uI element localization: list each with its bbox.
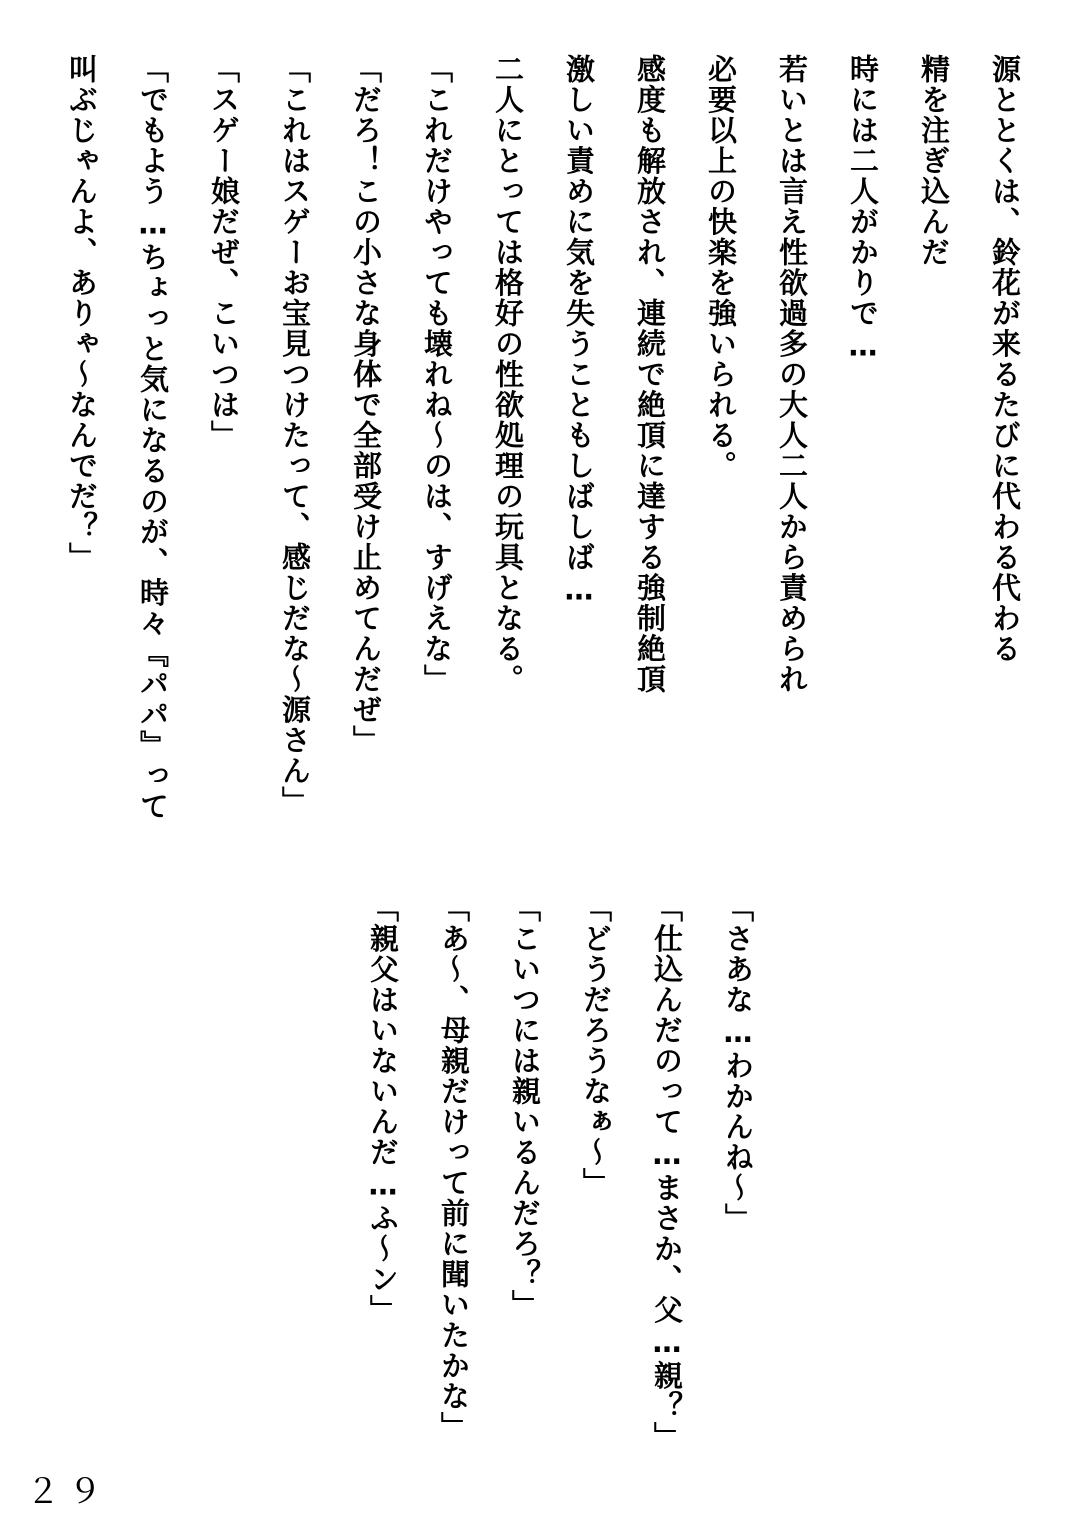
dialogue-line: 「あ～、母親だけって前に聞いたかな」 — [437, 893, 471, 1442]
dialogue-line: 「こいつには親いるんだろ？」 — [508, 893, 542, 1320]
dialogue-line: 「これだけやっても壊れね～のは、すげえな」 — [420, 54, 454, 695]
dialogue-line: 「親父はいないんだ…ふ～ン」 — [366, 893, 400, 1325]
dialogue-block — [347, 893, 773, 1452]
text-line: 激しい責めに気を失うこともしばしば… — [562, 54, 596, 608]
dialogue-line: 「どうだろうなぁ～」 — [579, 893, 613, 1198]
dialogue-line: 「でもよう…ちょっと気になるのが、時々『パパ』って — [136, 54, 170, 822]
dialogue-line: 「スゲー娘だぜ、こいつは」 — [207, 54, 241, 451]
text-line: 必要以上の快楽を強いられる。 — [704, 54, 738, 481]
text-line: 精を注ぎ込んだ — [917, 54, 951, 268]
narration-block — [46, 54, 1040, 822]
text-line: 源ととくは、鈴花が来るたびに代わる代わる — [988, 54, 1022, 664]
page-number: ２９ — [26, 1472, 110, 1512]
dialogue-line: 「仕込んだのって…まさか、父…親？」 — [650, 893, 684, 1452]
dialogue-line: 「だろ！この小さな身体で全部受け止めてんだぜ」 — [349, 54, 383, 756]
text-line: 時には二人がかりで… — [846, 54, 880, 364]
dialogue-line: 「さあな…わかんね～」 — [721, 893, 755, 1234]
text-line: 若いとは言え性欲過多の大人二人から責められ — [775, 54, 809, 695]
text-line: 二人にとっては格好の性欲処理の玩具となる。 — [491, 54, 525, 695]
dialogue-line: 叫ぶじゃんよ、ありゃ～なんでだ？」 — [65, 54, 99, 573]
dialogue-line: 「これはスゲーお宝見つけたって、感じだな～源さん」 — [278, 54, 312, 817]
text-line: 感度も解放され、連続で絶頂に達する強制絶頂 — [633, 54, 667, 695]
